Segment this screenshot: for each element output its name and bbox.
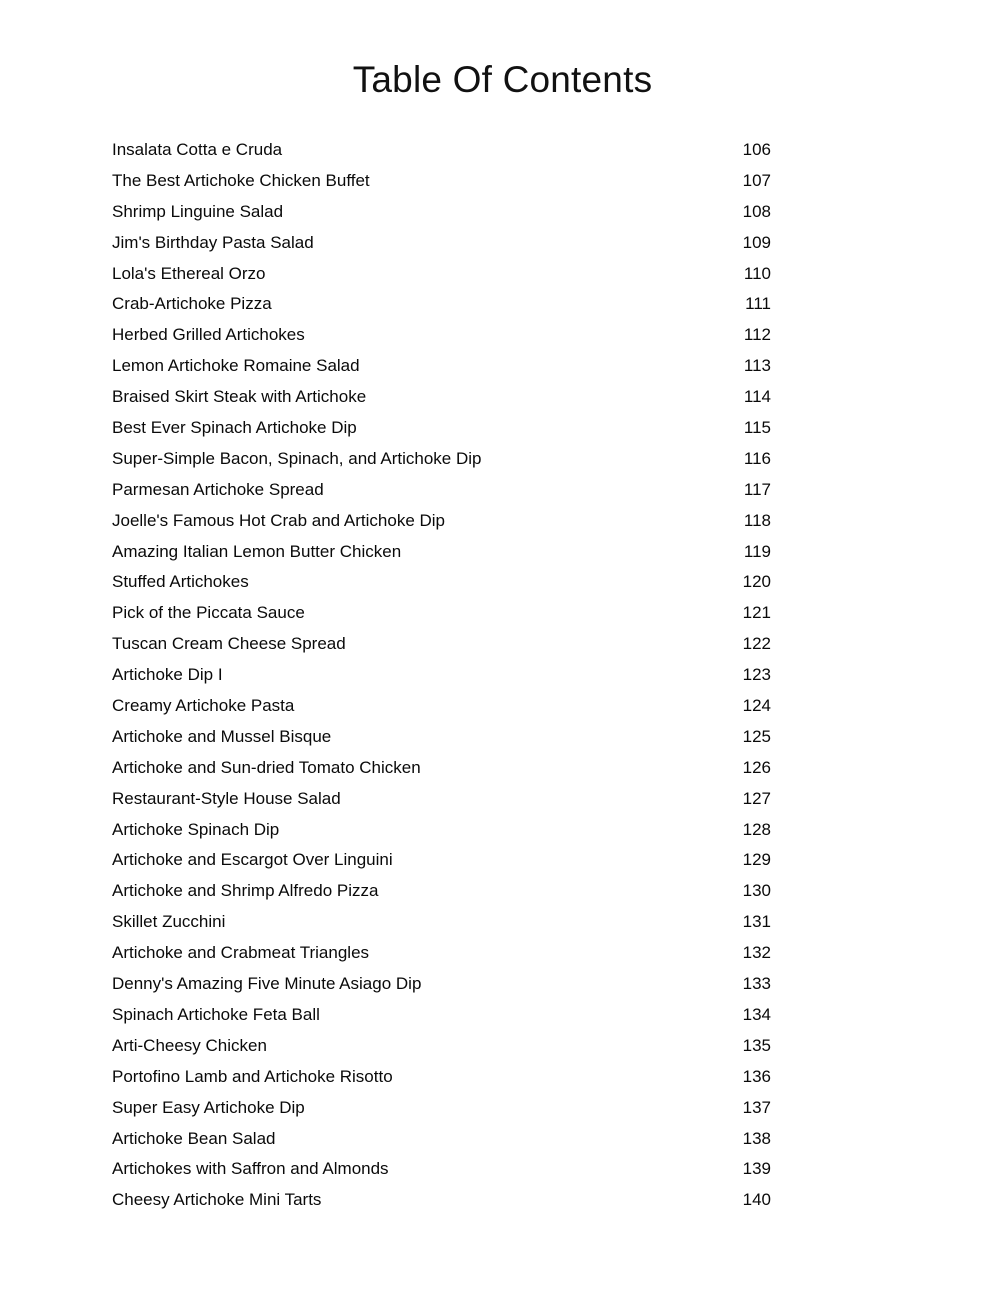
- toc-row: [112, 567, 771, 598]
- toc-entry-title: Jim's Birthday Pasta Salad: [112, 232, 314, 252]
- toc-entry-title: Tuscan Cream Cheese Spread: [112, 634, 346, 654]
- toc-entry-page: 138: [742, 1128, 771, 1148]
- toc-entry-title: Skillet Zucchini: [112, 912, 226, 932]
- toc-entry-page: 126: [742, 757, 771, 777]
- toc-row: [112, 1093, 771, 1124]
- toc-row: [112, 197, 771, 228]
- toc-entry-title: Denny's Amazing Five Minute Asiago Dip: [112, 974, 422, 994]
- toc-entry-page: 118: [743, 510, 771, 530]
- toc-entry-page: 108: [742, 201, 771, 221]
- toc-entry-title: Best Ever Spinach Artichoke Dip: [112, 418, 357, 438]
- toc-row: [112, 753, 771, 784]
- toc-entry-page: 132: [742, 943, 771, 963]
- toc-entry-title: Lemon Artichoke Romaine Salad: [112, 356, 360, 376]
- toc-row: [112, 475, 771, 506]
- toc-row: [112, 660, 771, 691]
- toc-entry-title: Artichoke and Escargot Over Linguini: [112, 850, 393, 870]
- toc-row: [112, 784, 771, 815]
- toc-row: [112, 506, 771, 537]
- toc-entry-page: 112: [743, 325, 771, 345]
- toc-list: [112, 135, 771, 1216]
- toc-row: [112, 876, 771, 907]
- toc-entry-title: Artichoke Dip I: [112, 665, 223, 685]
- toc-row: [112, 259, 771, 290]
- toc-entry-title: Artichoke Spinach Dip: [112, 819, 280, 839]
- toc-entry-title: Stuffed Artichokes: [112, 572, 249, 592]
- toc-entry-page: 117: [743, 479, 771, 499]
- toc-entry-title: Portofino Lamb and Artichoke Risotto: [112, 1066, 393, 1086]
- toc-entry-page: 124: [742, 696, 771, 716]
- toc-row: [112, 228, 771, 259]
- toc-row: [112, 166, 771, 197]
- toc-entry-page: 131: [742, 912, 771, 932]
- toc-entry-page: 134: [742, 1004, 771, 1024]
- toc-entry-title: Herbed Grilled Artichokes: [112, 325, 305, 345]
- toc-entry-page: 109: [742, 232, 771, 252]
- toc-row: [112, 289, 771, 320]
- toc-entry-title: Pick of the Piccata Sauce: [112, 603, 305, 623]
- toc-entry-title: Artichoke Bean Salad: [112, 1128, 276, 1148]
- toc-entry-title: Crab-Artichoke Pizza: [112, 294, 272, 314]
- toc-entry-page: 119: [743, 541, 771, 561]
- toc-row: [112, 629, 771, 660]
- toc-entry-title: Super-Simple Bacon, Spinach, and Artichoke Dip: [112, 448, 482, 468]
- toc-row: [112, 351, 771, 382]
- toc-entry-page: 120: [742, 572, 771, 592]
- toc-entry-title: Insalata Cotta e Cruda: [112, 140, 283, 159]
- toc-row: [112, 598, 771, 629]
- toc-entry-page: 128: [742, 819, 771, 839]
- toc-entry-page: 133: [742, 974, 771, 994]
- toc-entry-page: 136: [742, 1066, 771, 1086]
- toc-entry-title: Artichoke and Shrimp Alfredo Pizza: [112, 881, 379, 901]
- toc-entry-page: 123: [742, 665, 771, 685]
- toc-entry-title: Lola's Ethereal Orzo: [112, 263, 266, 283]
- toc-entry-page: 139: [742, 1159, 771, 1179]
- toc-row: [112, 444, 771, 475]
- toc-entry-page: 130: [742, 881, 771, 901]
- toc-entry-page: 122: [742, 634, 771, 654]
- toc-entry-title: Restaurant-Style House Salad: [112, 788, 341, 808]
- toc-entry-page: 116: [743, 448, 771, 468]
- toc-entry-page: 121: [742, 603, 771, 623]
- toc-entry-page: 106: [742, 140, 771, 159]
- toc-row: [112, 1124, 771, 1155]
- toc-entry-title: Arti-Cheesy Chicken: [112, 1035, 267, 1055]
- toc-row: [112, 691, 771, 722]
- toc-row: [112, 1154, 771, 1185]
- toc-entry-title: The Best Artichoke Chicken Buffet: [112, 170, 370, 190]
- toc-row: [112, 413, 771, 444]
- toc-row: [112, 845, 771, 876]
- toc-row: [112, 1062, 771, 1093]
- toc-row: [112, 537, 771, 568]
- toc-row: [112, 907, 771, 938]
- toc-entry-page: 127: [742, 788, 771, 808]
- toc-row: [112, 382, 771, 413]
- toc-row: [112, 815, 771, 846]
- toc-entry-page: 114: [743, 387, 771, 407]
- toc-entry-page: 129: [742, 850, 771, 870]
- toc-entry-page: 135: [742, 1035, 771, 1055]
- toc-entry-title: Artichoke and Sun-dried Tomato Chicken: [112, 757, 421, 777]
- toc-entry-title: Spinach Artichoke Feta Ball: [112, 1004, 320, 1024]
- toc-row: [112, 135, 771, 166]
- toc-entry-page: 137: [742, 1097, 771, 1117]
- toc-entry-title: Artichoke and Mussel Bisque: [112, 726, 332, 746]
- toc-entry-title: Parmesan Artichoke Spread: [112, 479, 324, 499]
- toc-row: [112, 1000, 771, 1031]
- toc-entry-title: Amazing Italian Lemon Butter Chicken: [112, 541, 402, 561]
- toc-entry-title: Super Easy Artichoke Dip: [112, 1097, 305, 1117]
- toc-row: [112, 938, 771, 969]
- toc-entry-title: Shrimp Linguine Salad: [112, 201, 284, 221]
- toc-entry-page: 111: [745, 294, 771, 314]
- toc-entry-title: Creamy Artichoke Pasta: [112, 696, 295, 716]
- toc-entry-page: 110: [743, 263, 771, 283]
- toc-entry-title: Braised Skirt Steak with Artichoke: [112, 387, 367, 407]
- toc-row: [112, 1031, 771, 1062]
- toc-entry-title: Artichoke and Crabmeat Triangles: [112, 943, 370, 963]
- toc-row: [112, 320, 771, 351]
- toc-entry-page: 107: [742, 170, 771, 190]
- toc-entry-title: Joelle's Famous Hot Crab and Artichoke Dip: [112, 510, 446, 530]
- toc-row: [112, 722, 771, 753]
- toc-entry-title: Cheesy Artichoke Mini Tarts: [112, 1190, 322, 1210]
- toc-entry-title: Artichokes with Saffron and Almonds: [112, 1159, 389, 1179]
- toc-entry-page: 115: [743, 418, 771, 438]
- page-title: Table Of Contents: [352, 59, 653, 100]
- toc-row: [112, 1185, 771, 1216]
- toc-entry-page: 113: [743, 356, 771, 376]
- toc-row: [112, 969, 771, 1000]
- toc-entry-page: 140: [742, 1190, 771, 1210]
- toc-entry-page: 125: [742, 726, 771, 746]
